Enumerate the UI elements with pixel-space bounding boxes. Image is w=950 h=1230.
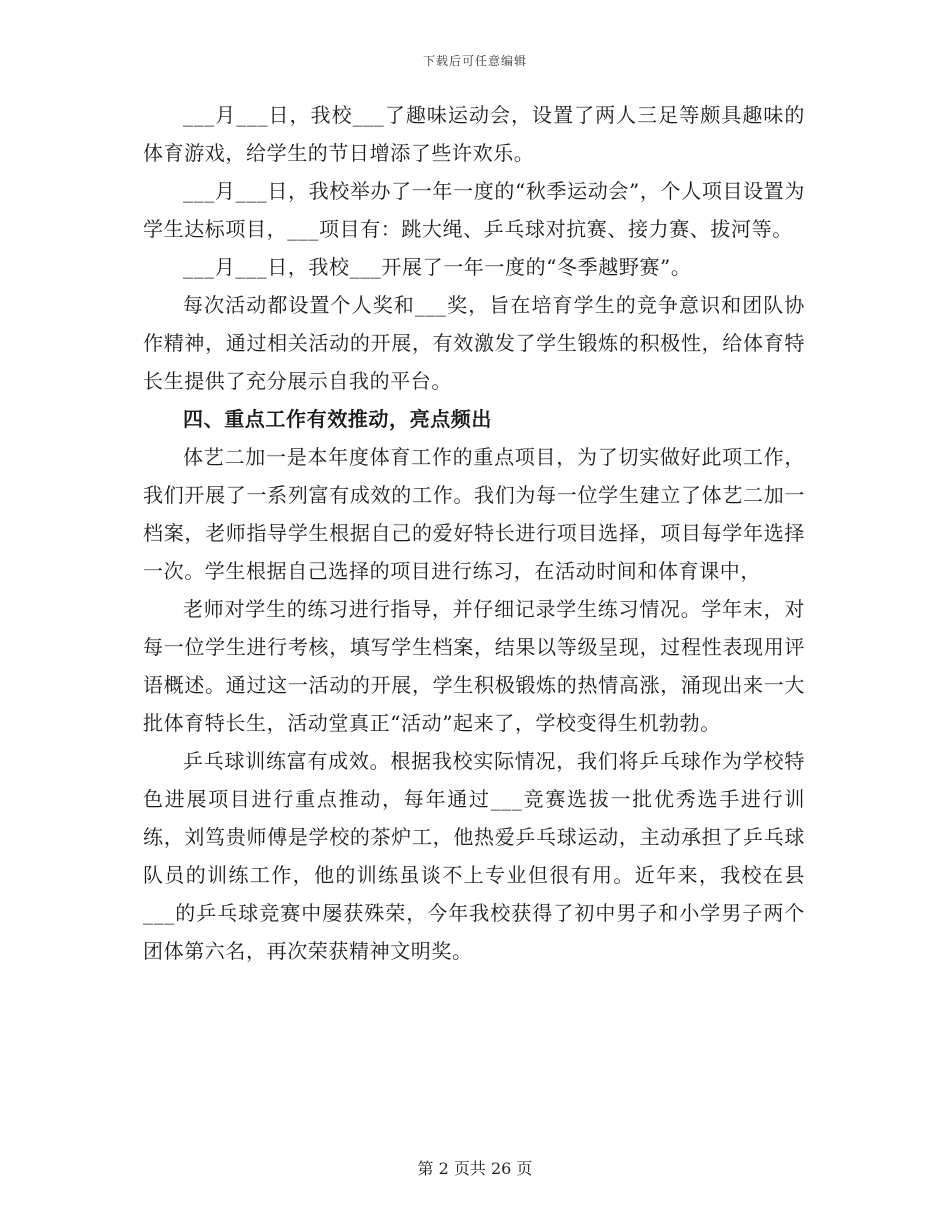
paragraph-autumn-sports-meet: ___月___日，我校举办了一年一度的“秋季运动会”，个人项目设置为学生达标项目，___项目有：跳大绳、乒乓球对抗赛、接力赛、拔河等。 (143, 179, 805, 241)
paragraph-sports-arts-program: 体艺二加一是本年度体育工作的重点项目，为了切实做好此项工作，我们开展了一系列富有成效的工作。我们为每一位学生建立了体艺二加一档案，老师指导学生根据自己的爱好特长进行项目选择，项目每学年选择一次。学生根据自己选择的项目进行练习，在活动时间和体育课中， (143, 445, 805, 583)
paragraph-teacher-guidance: 老师对学生的练习进行指导，并仔细记录学生练习情况。学年末，对每一位学生进行考核，填写学生档案，结果以等级呈现，过程性表现用评语概述。通过这一活动的开展，学生积极锻炼的热情高涨，涌现出来一大批体育特长生，活动堂真正“活动”起来了，学校变得生机勃勃。 (143, 597, 805, 735)
page-number: 第 2 页共 26 页 (417, 1159, 533, 1178)
document-body (143, 96, 805, 970)
section-heading: 四、重点工作有效推动，亮点频出 (183, 407, 492, 431)
paragraph-fun-sports-meet: ___月___日，我校___了趣味运动会，设置了两人三足等颇具趣味的体育游戏，给学生的节日增添了些许欢乐。 (143, 103, 805, 165)
paragraph-winter-cross-country: ___月___日，我校___开展了一年一度的“冬季越野赛”。 (183, 255, 692, 279)
paragraph-table-tennis: 乒乓球训练富有成效。根据我校实际情况，我们将乒乓球作为学校特色进展项目进行重点推动，每年通过___竞赛选拔一批优秀选手进行训练，刘笃贵师傅是学校的茶炉工，他热爱乒乓球运动，主动承担了乒乓球队员的训练工作，他的训练虽谈不上专业但很有用。近年来，我校在县___的乒乓球竞赛中屡获殊荣，今年我校获得了初中男子和小学男子两个团体第六名，再次荣获精神文明奖。 (143, 749, 805, 963)
page-header-note: 下载后可任意编辑 (422, 54, 527, 68)
paragraph-awards: 每次活动都设置个人奖和___奖，旨在培育学生的竞争意识和团队协作精神，通过相关活动的开展，有效激发了学生锻炼的积极性，给体育特长生提供了充分展示自我的平台。 (143, 293, 805, 393)
